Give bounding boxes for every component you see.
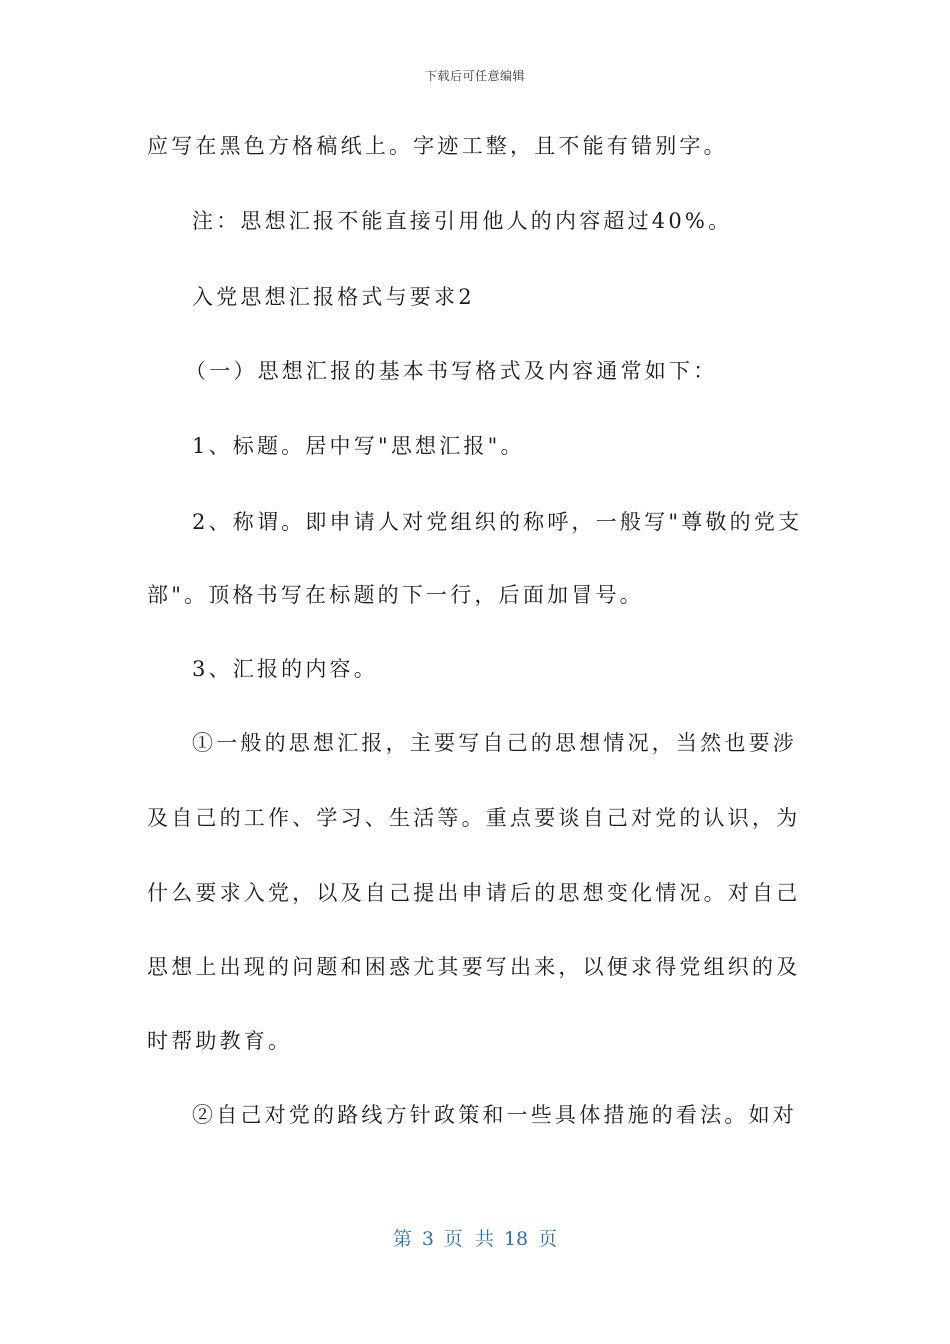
total-pages-number: 18	[503, 1228, 529, 1250]
paragraph-line: 部"。顶格书写在标题的下一行，后面加冒号。	[147, 583, 644, 607]
section-title: 入党思想汇报格式与要求2	[192, 285, 475, 309]
paragraph-line: 什么要求入党，以及自己提出申请后的思想变化情况。对自己	[147, 881, 801, 905]
paragraph-line: 及自己的工作、学习、生活等。重点要谈自己对党的认识，为	[147, 806, 801, 830]
current-page-number: 3	[421, 1228, 434, 1250]
page-header: 下载后可任意编辑	[424, 69, 525, 83]
note-line: 注：思想汇报不能直接引用他人的内容超过40%。	[192, 209, 733, 233]
page-footer	[0, 1224, 950, 1251]
paragraph-line: 应写在黑色方格稿纸上。字迹工整，且不能有错别字。	[147, 134, 728, 158]
paragraph-line: ①一般的思想汇报，主要写自己的思想情况，当然也要涉	[192, 731, 797, 755]
paragraph-line: 时帮助教育。	[147, 1029, 293, 1053]
list-item-content: 3、汇报的内容。	[192, 657, 378, 681]
list-item-title: 1、标题。居中写"思想汇报"。	[192, 434, 525, 458]
paragraph-line: 思想上出现的问题和困惑尤其要写出来，以便求得党组织的及	[147, 955, 801, 979]
list-item-salutation: 2、称谓。即申请人对党组织的称呼，一般写"尊敬的党支	[192, 510, 803, 534]
subsection-heading: （一）思想汇报的基本书写格式及内容通常如下：	[185, 359, 718, 383]
paragraph-line: ②自己对党的路线方针政策和一些具体措施的看法。如对	[192, 1103, 797, 1127]
footer-prefix: 第	[392, 1228, 412, 1250]
footer-middle: 页 共	[443, 1228, 494, 1250]
footer-suffix: 页	[538, 1228, 558, 1250]
